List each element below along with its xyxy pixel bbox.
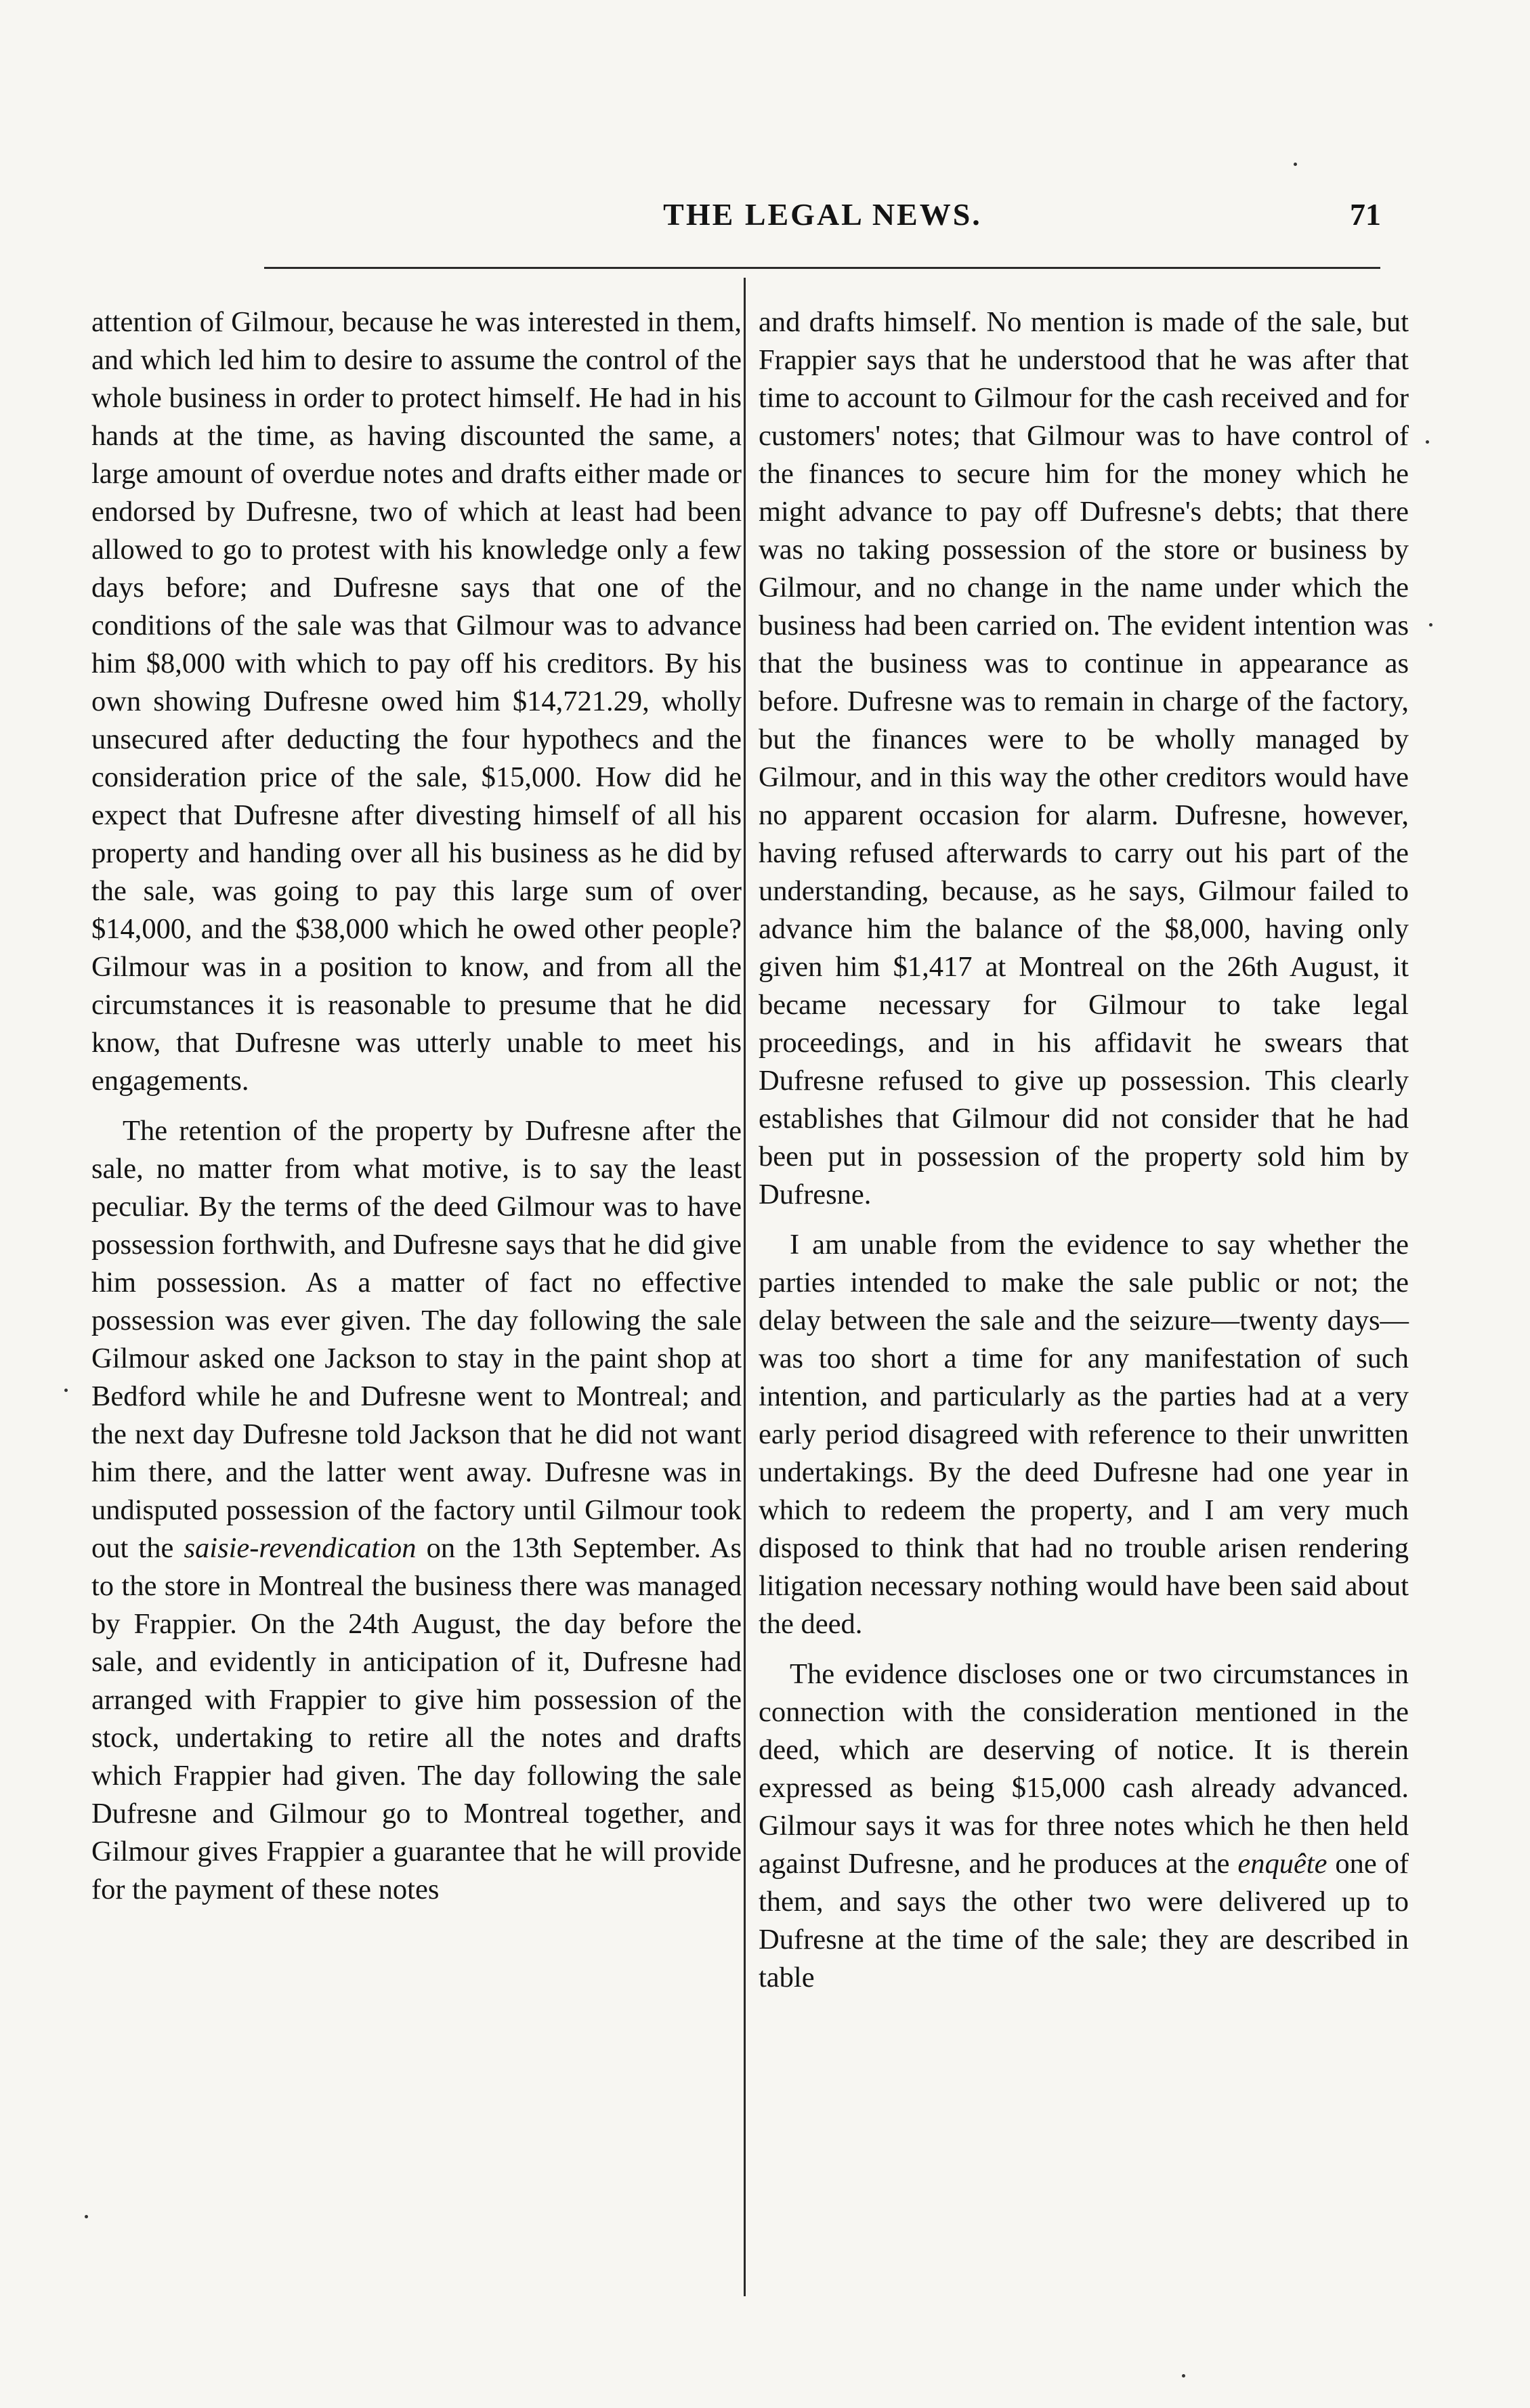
print-speck [1182,2374,1185,2378]
print-speck [85,2215,88,2218]
page-number: 71 [1350,197,1381,232]
print-speck [1294,163,1297,166]
running-header [264,196,1381,251]
header-rule [264,267,1380,269]
print-speck [1429,623,1432,627]
left-column [91,303,742,1909]
right-paragraph-3-text-b: one of them, and says the other two were delivered up to Dufresne at the time of the sale; they are described in table [759,1848,1409,1993]
left-paragraph-2 [91,1112,742,1909]
italic-term-saisie: saisie-revendication [184,1532,417,1564]
journal-title: THE LEGAL NEWS. [663,197,982,232]
right-paragraph-1: and drafts himself. No mention is made of the sale, but Frappier says that he understood that he was after that time to account to Gilmour for the cash received and for customers' notes; that Gilmour was to have control of the finances to secure him for the money which he might advance to pay off Dufresne's debts; that there was no taking possession of the store or business by Gilmour, and no change in the name under which the business had been carried on. The evident intention was that the business was to continue in appearance as before. Dufresne was to remain in charge of the factory, but the finances were to be wholly managed by Gilmour, and in this way the other creditors would have no apparent occasion for alarm. Dufresne, however, having refused afterwards to carry out his part of the understanding, because, as he says, Gilmour failed to advance him the balance of the $8,000, having only given him $1,417 at Montreal on the 26th August, it became necessary for Gilmour to take legal proceedings, and in his affidavit he swears that Dufresne refused to give up possession. This clearly establishes that Gilmour did not consider that he had been put in possession of the property sold him by Dufresne. [759,306,1409,1210]
print-speck [1426,440,1429,444]
right-column [759,303,1409,1997]
column-divider [744,278,746,2296]
right-paragraph-2: I am unable from the evidence to say whether the parties intended to make the sale public or not; the delay between the sale and the seizure—twenty days—was too short a time for any manifestation of such intention, and particularly as the parties had at a very early period disagreed with reference to their unwritten undertakings. By the deed Dufresne had one year in which to redeem the property, and I am very much disposed to think that had no trouble arisen rendering litigation necessary nothing would have been said about the deed. [759,1229,1409,1640]
left-paragraph-1: attention of Gilmour, because he was interested in them, and which led him to desire to assume the control of the whole business in order to protect himself. He had in his hands at the time, as having discounted the same, a large amount of overdue notes and drafts either made or endorsed by Dufresne, two of which at least had been allowed to go to protest with his knowledge only a few days before; and Dufresne says that one of the conditions of the sale was that Gilmour was to advance him $8,000 with which to pay off his creditors. By his own showing Dufresne owed him $14,721.29, wholly unsecured after deducting the four hypothecs and the consideration price of the sale, $15,000. How did he expect that Dufresne after divesting himself of all his property and handing over all his business as he did by the sale, was going to pay this large sum of over $14,000, and the $38,000 which he owed other people? Gilmour was in a position to know, and from all the circumstances it is reasonable to presume that he did know, that Dufresne was utterly unable to meet his engagements. [91,306,742,1097]
left-paragraph-2-text-a: The retention of the property by Dufresne after the sale, no matter from what motive, is to say the least peculiar. By the terms of the deed Gilmour was to have possession forthwith, and Dufresne says that he did give him possession. As a matter of fact no effective possession was ever given. The day following the sale Gilmour asked one Jackson to stay in the paint shop at Bedford while he and Dufresne went to Montreal; and the next day Dufresne told Jackson that he did not want him there, and the latter went away. Dufresne was in undisputed possession of the factory until Gilmour took out the [91,1115,742,1564]
italic-term-enquete: enquête [1237,1848,1327,1880]
print-speck [64,1389,68,1392]
left-paragraph-2-text-b: on the 13th September. As to the store in Montreal the business there was managed by Frappier. On the 24th August, the day before the sale, and evidently in anticipation of it, Dufresne had arranged with Frappier to give him possession of the stock, undertaking to retire all the notes and drafts which Frappier had given. The day following the sale Dufresne and Gilmour go to Montreal together, and Gilmour gives Frappier a guarantee that he will provide for the payment of these notes [91,1532,742,1905]
right-paragraph-3 [759,1655,1409,1997]
right-paragraph-3-text-a: The evidence discloses one or two circumstances in connection with the consideration mentioned in the deed, which are deserving of notice. It is therein expressed as being $15,000 cash already advanced. Gilmour says it was for three notes which he then held against Dufresne, and he produces at the [759,1658,1409,1880]
